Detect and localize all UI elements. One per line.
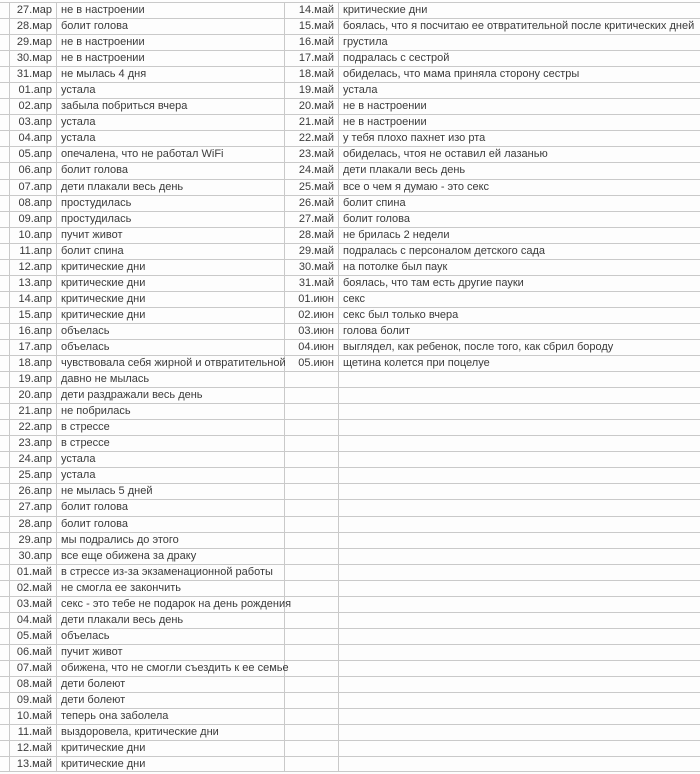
table-row bbox=[0, 724, 700, 740]
date-cell-right[interactable]: 26.май bbox=[285, 196, 339, 211]
date-cell-right[interactable]: 23.май bbox=[285, 147, 339, 162]
entry-cell-right[interactable] bbox=[339, 388, 700, 403]
date-cell-right[interactable] bbox=[285, 629, 339, 644]
row-margin-cell[interactable] bbox=[0, 67, 10, 82]
date-cell-left[interactable]: 25.апр bbox=[10, 468, 57, 483]
table-row bbox=[0, 34, 700, 50]
row-margin-cell[interactable] bbox=[0, 613, 10, 628]
row-margin-cell[interactable] bbox=[0, 276, 10, 291]
row-margin-cell[interactable] bbox=[0, 565, 10, 580]
row-margin-cell[interactable] bbox=[0, 163, 10, 178]
entry-cell-right[interactable]: на потолке был паук bbox=[343, 260, 448, 273]
entry-cell-right[interactable]: критические дни bbox=[343, 4, 428, 17]
entry-cell-right[interactable] bbox=[339, 372, 700, 387]
table-row bbox=[0, 339, 700, 355]
entry-cell-left[interactable]: болит спина bbox=[57, 244, 285, 259]
row-margin-cell[interactable] bbox=[0, 629, 10, 644]
entry-cell-right[interactable]: дети плакали весь день bbox=[343, 164, 466, 177]
date-cell-left[interactable]: 11.май bbox=[10, 725, 57, 740]
entry-cell-left[interactable]: секс - это тебе не подарок на день рождения bbox=[57, 597, 285, 612]
date-cell-right[interactable] bbox=[285, 452, 339, 467]
entry-cell-left[interactable]: дети болеют bbox=[57, 677, 285, 692]
entry-cell-left[interactable]: дети болеют bbox=[57, 693, 285, 708]
date-cell-right[interactable]: 17.май bbox=[285, 51, 339, 66]
entry-cell-left[interactable]: болит голова bbox=[57, 517, 285, 532]
entry-cell-right[interactable]: выглядел, как ребенок, после того, как сбрил бороду bbox=[343, 341, 614, 353]
entry-cell-left[interactable]: критические дни bbox=[57, 260, 285, 275]
table-row bbox=[0, 660, 700, 676]
date-cell-right[interactable]: 27.май bbox=[285, 212, 339, 227]
entry-cell-left[interactable]: теперь она заболела bbox=[57, 709, 285, 724]
entry-cell-right[interactable]: болит спина bbox=[343, 196, 406, 209]
entry-cell-left[interactable]: не мылась 4 дня bbox=[57, 67, 285, 82]
entry-cell-left[interactable]: пучит живот bbox=[57, 228, 285, 243]
date-cell-left[interactable]: 11.апр bbox=[10, 244, 57, 259]
date-cell-left[interactable]: 29.апр bbox=[10, 533, 57, 548]
entry-cell-right[interactable] bbox=[339, 484, 700, 499]
entry-cell-right[interactable]: секс был только вчера bbox=[343, 308, 459, 321]
date-cell-left[interactable]: 13.май bbox=[10, 757, 57, 771]
date-cell-left[interactable]: 01.апр bbox=[10, 83, 57, 98]
date-cell-left[interactable]: 28.мар bbox=[10, 19, 57, 34]
table-row bbox=[0, 499, 700, 515]
date-cell-left[interactable]: 08.май bbox=[10, 677, 57, 692]
table-row bbox=[0, 756, 700, 772]
table-row bbox=[0, 179, 700, 195]
date-cell-left[interactable]: 07.май bbox=[10, 661, 57, 676]
row-margin-cell[interactable] bbox=[0, 725, 10, 740]
table-row bbox=[0, 66, 700, 82]
date-cell-right[interactable]: 22.май bbox=[285, 131, 339, 146]
date-cell-right[interactable]: 30.май bbox=[285, 260, 339, 275]
entry-cell-right[interactable] bbox=[339, 500, 700, 515]
date-cell-right[interactable]: 03.июн bbox=[285, 324, 339, 339]
entry-cell-left[interactable]: выздоровела, критические дни bbox=[57, 725, 285, 740]
date-cell-right[interactable] bbox=[285, 404, 339, 419]
entry-cell-right[interactable]: секс bbox=[343, 292, 366, 305]
date-cell-left[interactable]: 06.май bbox=[10, 645, 57, 660]
date-cell-left[interactable]: 04.апр bbox=[10, 131, 57, 146]
entry-cell-left[interactable]: не в настроении bbox=[57, 35, 285, 50]
table-row bbox=[0, 564, 700, 580]
table-row bbox=[0, 2, 700, 18]
row-margin-cell[interactable] bbox=[0, 228, 10, 243]
entry-cell-left[interactable]: болит голова bbox=[57, 500, 285, 515]
date-cell-left[interactable]: 28.апр bbox=[10, 517, 57, 532]
date-cell-left[interactable]: 27.мар bbox=[10, 3, 57, 18]
entry-cell-right[interactable]: голова болит bbox=[343, 324, 410, 337]
table-row bbox=[0, 676, 700, 692]
date-cell-left[interactable]: 30.апр bbox=[10, 549, 57, 564]
date-cell-right[interactable] bbox=[285, 581, 339, 596]
entry-cell-left[interactable]: обижена, что не смогли съездить к ее семье bbox=[57, 661, 285, 676]
date-cell-left[interactable]: 09.апр bbox=[10, 212, 57, 227]
date-cell-left[interactable]: 10.май bbox=[10, 709, 57, 724]
date-cell-right[interactable]: 31.май bbox=[285, 276, 339, 291]
table-row bbox=[0, 692, 700, 708]
row-margin-cell[interactable] bbox=[0, 645, 10, 660]
date-cell-left[interactable]: 06.апр bbox=[10, 163, 57, 178]
table-row bbox=[0, 259, 700, 275]
date-cell-left[interactable]: 04.май bbox=[10, 613, 57, 628]
entry-cell-left[interactable]: в стрессе bbox=[57, 420, 285, 435]
entry-cell-left[interactable]: критические дни bbox=[57, 292, 285, 307]
date-cell-left[interactable]: 20.апр bbox=[10, 388, 57, 403]
date-cell-right[interactable] bbox=[285, 741, 339, 756]
entry-cell-left[interactable]: критические дни bbox=[57, 757, 285, 771]
date-cell-right[interactable]: 21.май bbox=[285, 115, 339, 130]
date-cell-right[interactable] bbox=[285, 484, 339, 499]
date-cell-right[interactable]: 14.май bbox=[285, 3, 339, 18]
row-margin-cell[interactable] bbox=[0, 757, 10, 771]
table-row bbox=[0, 451, 700, 467]
table-row bbox=[0, 371, 700, 387]
entry-cell-left[interactable]: в стрессе из-за экзаменационной работы bbox=[57, 565, 285, 580]
row-margin-cell[interactable] bbox=[0, 356, 10, 371]
row-margin-cell[interactable] bbox=[0, 709, 10, 724]
date-cell-right[interactable] bbox=[285, 565, 339, 580]
table-row bbox=[0, 307, 700, 323]
entry-cell-left[interactable]: устала bbox=[57, 83, 285, 98]
row-margin-cell[interactable] bbox=[0, 115, 10, 130]
row-margin-cell[interactable] bbox=[0, 308, 10, 323]
entry-cell-right[interactable] bbox=[339, 468, 700, 483]
row-margin-cell[interactable] bbox=[0, 83, 10, 98]
entry-cell-left[interactable]: все еще обижена за драку bbox=[57, 549, 285, 564]
entry-cell-right[interactable]: щетина колется при поцелуе bbox=[343, 357, 490, 370]
row-margin-cell[interactable] bbox=[0, 517, 10, 532]
row-margin-cell[interactable] bbox=[0, 3, 10, 18]
date-cell-left[interactable]: 17.апр bbox=[10, 340, 57, 355]
entry-cell-right[interactable] bbox=[339, 725, 700, 740]
row-margin-cell[interactable] bbox=[0, 404, 10, 419]
row-margin-cell[interactable] bbox=[0, 484, 10, 499]
row-margin-cell[interactable] bbox=[0, 292, 10, 307]
date-cell-left[interactable]: 14.апр bbox=[10, 292, 57, 307]
row-margin-cell[interactable] bbox=[0, 212, 10, 227]
row-margin-cell[interactable] bbox=[0, 533, 10, 548]
entry-cell-left[interactable]: объелась bbox=[57, 324, 285, 339]
entry-cell-left[interactable]: болит голова bbox=[57, 163, 285, 178]
entry-cell-left[interactable]: дети плакали весь день bbox=[57, 613, 285, 628]
row-margin-cell[interactable] bbox=[0, 468, 10, 483]
date-cell-left[interactable]: 05.апр bbox=[10, 147, 57, 162]
row-margin-cell[interactable] bbox=[0, 436, 10, 451]
table-row bbox=[0, 467, 700, 483]
entry-cell-left[interactable]: не смогла ее закончить bbox=[57, 581, 285, 596]
date-cell-right[interactable] bbox=[285, 709, 339, 724]
date-cell-right[interactable] bbox=[285, 468, 339, 483]
date-cell-right[interactable] bbox=[285, 533, 339, 548]
table-row bbox=[0, 98, 700, 114]
date-cell-left[interactable]: 03.апр bbox=[10, 115, 57, 130]
row-margin-cell[interactable] bbox=[0, 677, 10, 692]
row-margin-cell[interactable] bbox=[0, 500, 10, 515]
row-margin-cell[interactable] bbox=[0, 196, 10, 211]
table-row bbox=[0, 403, 700, 419]
entry-cell-right[interactable] bbox=[339, 629, 700, 644]
date-cell-left[interactable]: 29.мар bbox=[10, 35, 57, 50]
date-cell-left[interactable]: 15.апр bbox=[10, 308, 57, 323]
entry-cell-right[interactable] bbox=[339, 645, 700, 660]
row-margin-cell[interactable] bbox=[0, 35, 10, 50]
entry-cell-right[interactable]: обиделась, что мама приняла сторону сестры bbox=[343, 68, 580, 81]
entry-cell-right[interactable]: грустила bbox=[343, 36, 388, 49]
row-margin-cell[interactable] bbox=[0, 147, 10, 162]
date-cell-left[interactable]: 13.апр bbox=[10, 276, 57, 291]
date-cell-left[interactable]: 09.май bbox=[10, 693, 57, 708]
date-cell-left[interactable]: 03.май bbox=[10, 597, 57, 612]
date-cell-left[interactable]: 19.апр bbox=[10, 372, 57, 387]
date-cell-right[interactable]: 25.май bbox=[285, 180, 339, 195]
row-margin-cell[interactable] bbox=[0, 741, 10, 756]
entry-cell-right[interactable] bbox=[339, 581, 700, 596]
table-row bbox=[0, 419, 700, 435]
table-row bbox=[0, 435, 700, 451]
date-cell-right[interactable]: 20.май bbox=[285, 99, 339, 114]
row-margin-cell[interactable] bbox=[0, 452, 10, 467]
date-cell-left[interactable]: 31.мар bbox=[10, 67, 57, 82]
row-margin-cell[interactable] bbox=[0, 388, 10, 403]
date-cell-left[interactable]: 23.апр bbox=[10, 436, 57, 451]
date-cell-right[interactable] bbox=[285, 549, 339, 564]
entry-cell-left[interactable]: критические дни bbox=[57, 741, 285, 756]
date-cell-right[interactable]: 29.май bbox=[285, 244, 339, 259]
table-row bbox=[0, 644, 700, 660]
date-cell-right[interactable] bbox=[285, 613, 339, 628]
entry-cell-right[interactable] bbox=[339, 517, 700, 532]
row-margin-cell[interactable] bbox=[0, 661, 10, 676]
spreadsheet-rows bbox=[0, 2, 700, 772]
table-row bbox=[0, 130, 700, 146]
entry-cell-right[interactable]: обиделась, чтоя не оставил ей лазанью bbox=[343, 148, 548, 161]
row-margin-cell[interactable] bbox=[0, 324, 10, 339]
table-row bbox=[0, 227, 700, 243]
row-margin-cell[interactable] bbox=[0, 260, 10, 275]
date-cell-right[interactable] bbox=[285, 420, 339, 435]
table-row bbox=[0, 708, 700, 724]
entry-cell-right[interactable] bbox=[339, 709, 700, 724]
entry-cell-left[interactable]: забыла побриться вчера bbox=[57, 99, 285, 114]
entry-cell-right[interactable]: все о чем я думаю - это секс bbox=[343, 180, 490, 193]
entry-cell-right[interactable]: подралась с сестрой bbox=[343, 52, 450, 65]
table-row bbox=[0, 532, 700, 548]
table-row bbox=[0, 162, 700, 178]
date-cell-right[interactable]: 24.май bbox=[285, 163, 339, 178]
date-cell-left[interactable]: 10.апр bbox=[10, 228, 57, 243]
date-cell-right[interactable] bbox=[285, 677, 339, 692]
date-cell-right[interactable] bbox=[285, 661, 339, 676]
entry-cell-right[interactable] bbox=[339, 436, 700, 451]
row-margin-cell[interactable] bbox=[0, 131, 10, 146]
date-cell-right[interactable] bbox=[285, 725, 339, 740]
entry-cell-right[interactable] bbox=[339, 741, 700, 756]
table-row bbox=[0, 580, 700, 596]
row-margin-cell[interactable] bbox=[0, 581, 10, 596]
table-row bbox=[0, 291, 700, 307]
row-margin-cell[interactable] bbox=[0, 340, 10, 355]
date-cell-right[interactable] bbox=[285, 436, 339, 451]
entry-cell-right[interactable]: не в настроении bbox=[343, 116, 427, 129]
entry-cell-right[interactable] bbox=[339, 693, 700, 708]
entry-cell-left[interactable]: устала bbox=[57, 131, 285, 146]
row-margin-cell[interactable] bbox=[0, 420, 10, 435]
date-cell-left[interactable]: 26.апр bbox=[10, 484, 57, 499]
entry-cell-right[interactable] bbox=[339, 420, 700, 435]
date-cell-right[interactable] bbox=[285, 757, 339, 771]
date-cell-left[interactable]: 24.апр bbox=[10, 452, 57, 467]
date-cell-left[interactable]: 05.май bbox=[10, 629, 57, 644]
entry-cell-left[interactable]: пучит живот bbox=[57, 645, 285, 660]
row-margin-cell[interactable] bbox=[0, 19, 10, 34]
date-cell-right[interactable]: 15.май bbox=[285, 19, 339, 34]
entry-cell-right[interactable] bbox=[339, 677, 700, 692]
entry-cell-left[interactable]: чувствовала себя жирной и отвратительной bbox=[57, 356, 285, 371]
table-row bbox=[0, 740, 700, 756]
entry-cell-left[interactable]: болит голова bbox=[57, 19, 285, 34]
entry-cell-right[interactable] bbox=[339, 452, 700, 467]
entry-cell-right[interactable] bbox=[339, 533, 700, 548]
table-row bbox=[0, 516, 700, 532]
entry-cell-left[interactable]: объелась bbox=[57, 340, 285, 355]
entry-cell-left[interactable]: критические дни bbox=[57, 308, 285, 323]
date-cell-right[interactable]: 05.июн bbox=[285, 356, 339, 371]
entry-cell-right[interactable] bbox=[339, 565, 700, 580]
entry-cell-left[interactable]: не мылась 5 дней bbox=[57, 484, 285, 499]
row-margin-cell[interactable] bbox=[0, 51, 10, 66]
table-row bbox=[0, 275, 700, 291]
date-cell-right[interactable]: 18.май bbox=[285, 67, 339, 82]
entry-cell-left[interactable]: простудилась bbox=[57, 196, 285, 211]
table-row bbox=[0, 243, 700, 259]
table-row bbox=[0, 628, 700, 644]
entry-cell-left[interactable]: в стрессе bbox=[57, 436, 285, 451]
row-margin-cell[interactable] bbox=[0, 693, 10, 708]
row-margin-cell[interactable] bbox=[0, 372, 10, 387]
table-row bbox=[0, 146, 700, 162]
table-row bbox=[0, 50, 700, 66]
entry-cell-left[interactable]: дети раздражали весь день bbox=[57, 388, 285, 403]
entry-cell-right[interactable] bbox=[339, 661, 700, 676]
table-row bbox=[0, 387, 700, 403]
row-margin-cell[interactable] bbox=[0, 549, 10, 564]
entry-cell-left[interactable]: давно не мылась bbox=[57, 372, 285, 387]
entry-cell-right[interactable]: у тебя плохо пахнет изо рта bbox=[343, 132, 486, 145]
entry-cell-right[interactable] bbox=[339, 549, 700, 564]
date-cell-left[interactable]: 12.май bbox=[10, 741, 57, 756]
row-margin-cell[interactable] bbox=[0, 244, 10, 259]
entry-cell-right[interactable] bbox=[339, 757, 700, 771]
entry-cell-left[interactable]: не в настроении bbox=[57, 3, 285, 18]
entry-cell-left[interactable]: мы подрались до этого bbox=[57, 533, 285, 548]
entry-cell-left[interactable]: не побрилась bbox=[57, 404, 285, 419]
entry-cell-right[interactable]: боялась, что я посчитаю ее отвратительной после критических дней bbox=[343, 20, 695, 33]
date-cell-left[interactable]: 07.апр bbox=[10, 180, 57, 195]
date-cell-right[interactable]: 16.май bbox=[285, 35, 339, 50]
row-margin-cell[interactable] bbox=[0, 597, 10, 612]
row-margin-cell[interactable] bbox=[0, 180, 10, 195]
entry-cell-left[interactable]: объелась bbox=[57, 629, 285, 644]
row-margin-cell[interactable] bbox=[0, 99, 10, 114]
entry-cell-right[interactable]: устала bbox=[343, 84, 378, 97]
date-cell-left[interactable]: 16.апр bbox=[10, 324, 57, 339]
date-cell-right[interactable]: 04.июн bbox=[285, 340, 339, 355]
date-cell-right[interactable]: 19.май bbox=[285, 83, 339, 98]
entry-cell-left[interactable]: устала bbox=[57, 452, 285, 467]
date-cell-right[interactable] bbox=[285, 500, 339, 515]
date-cell-right[interactable] bbox=[285, 693, 339, 708]
table-row bbox=[0, 483, 700, 499]
table-row bbox=[0, 82, 700, 98]
table-row bbox=[0, 195, 700, 211]
date-cell-left[interactable]: 01.май bbox=[10, 565, 57, 580]
table-row bbox=[0, 211, 700, 227]
entry-cell-left[interactable]: опечалена, что не работал WiFi bbox=[57, 147, 285, 162]
entry-cell-left[interactable]: критические дни bbox=[57, 276, 285, 291]
table-row bbox=[0, 323, 700, 339]
date-cell-left[interactable]: 02.май bbox=[10, 581, 57, 596]
date-cell-right[interactable] bbox=[285, 597, 339, 612]
entry-cell-left[interactable]: устала bbox=[57, 115, 285, 130]
date-cell-left[interactable]: 12.апр bbox=[10, 260, 57, 275]
date-cell-left[interactable]: 30.мар bbox=[10, 51, 57, 66]
entry-cell-right[interactable] bbox=[339, 613, 700, 628]
date-cell-right[interactable]: 28.май bbox=[285, 228, 339, 243]
date-cell-left[interactable]: 21.апр bbox=[10, 404, 57, 419]
table-row bbox=[0, 596, 700, 612]
date-cell-right[interactable]: 02.июн bbox=[285, 308, 339, 323]
date-cell-right[interactable] bbox=[285, 388, 339, 403]
table-row bbox=[0, 612, 700, 628]
table-row bbox=[0, 114, 700, 130]
table-row bbox=[0, 18, 700, 34]
entry-cell-right[interactable]: подралась с персоналом детского сада bbox=[343, 244, 546, 257]
date-cell-left[interactable]: 18.апр bbox=[10, 356, 57, 371]
date-cell-right[interactable]: 01.июн bbox=[285, 292, 339, 307]
date-cell-left[interactable]: 27.апр bbox=[10, 500, 57, 515]
entry-cell-right[interactable]: не брилась 2 недели bbox=[343, 228, 450, 241]
date-cell-left[interactable]: 08.апр bbox=[10, 196, 57, 211]
entry-cell-right[interactable]: болит голова bbox=[343, 212, 410, 225]
entry-cell-left[interactable]: не в настроении bbox=[57, 51, 285, 66]
entry-cell-right[interactable]: не в настроении bbox=[343, 100, 427, 113]
date-cell-right[interactable] bbox=[285, 645, 339, 660]
table-row bbox=[0, 548, 700, 564]
entry-cell-right[interactable]: боялась, что там есть другие пауки bbox=[343, 276, 524, 289]
entry-cell-right[interactable] bbox=[339, 597, 700, 612]
entry-cell-left[interactable]: простудилась bbox=[57, 212, 285, 227]
date-cell-right[interactable] bbox=[285, 517, 339, 532]
entry-cell-left[interactable]: дети плакали весь день bbox=[57, 180, 285, 195]
date-cell-right[interactable] bbox=[285, 372, 339, 387]
table-row bbox=[0, 355, 700, 371]
entry-cell-right[interactable] bbox=[339, 404, 700, 419]
date-cell-left[interactable]: 02.апр bbox=[10, 99, 57, 114]
date-cell-left[interactable]: 22.апр bbox=[10, 420, 57, 435]
entry-cell-left[interactable]: устала bbox=[57, 468, 285, 483]
